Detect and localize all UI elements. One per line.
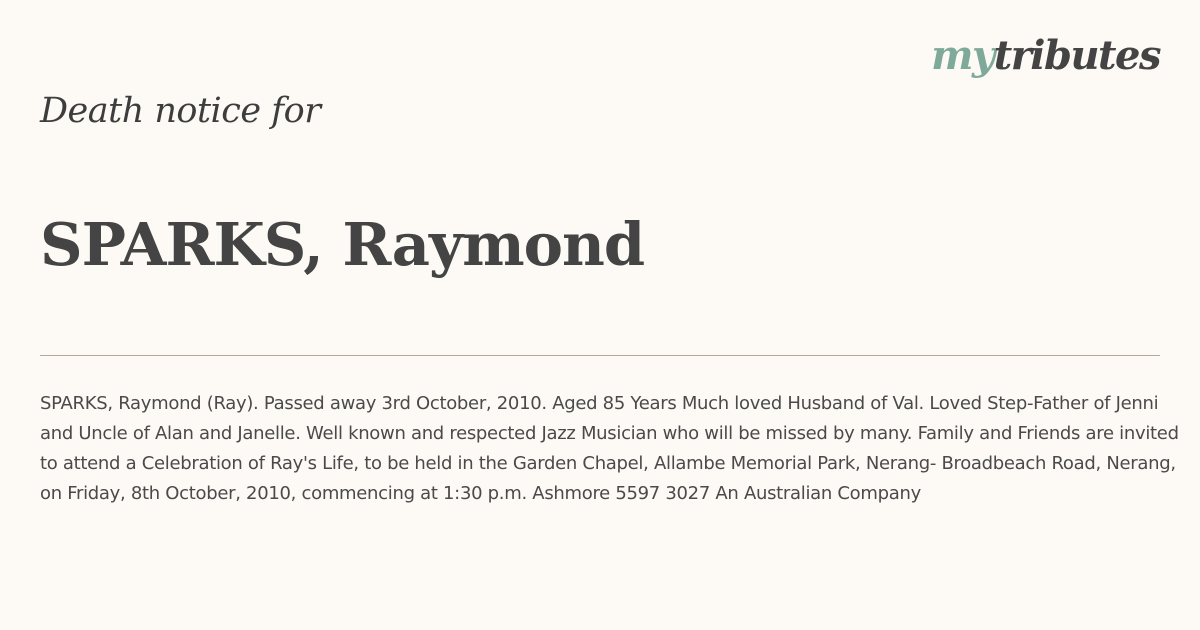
notice-body: SPARKS, Raymond (Ray). Passed away 3rd October, 2010. Aged 85 Years Much loved Husband of Val. Loved Step-Father of Jenni and Uncle of Alan and Janelle. Well known and respected Jazz Musician who will be missed by many. Family and Friends are invited to attend a Celebration of Ray's Life, to be held in the Garden Chapel, Allambe Memorial Park, Nerang- Broadbeach Road, Nerang, on Friday, 8th October, 2010, commencing at 1:30 p.m. Ashmore 5597 3027 An Australian Company [40,393,1179,504]
logo-my: my [931,32,994,79]
notice-kicker: Death notice for [40,91,321,131]
logo-tributes: tributes [993,32,1160,79]
mytributes-logo [931,32,1160,79]
deceased-name: SPARKS, Raymond [40,210,645,279]
divider [40,355,1160,356]
